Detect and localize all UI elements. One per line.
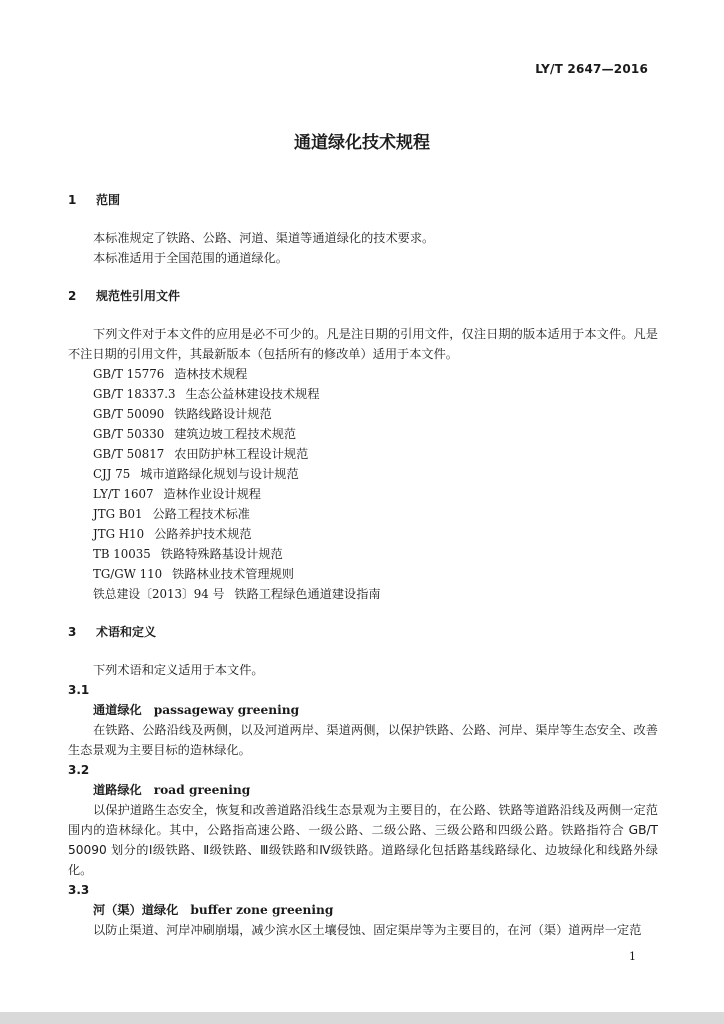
term-name-cn: 通道绿化 — [93, 703, 142, 717]
reference-code: TB 10035 — [93, 547, 151, 561]
term-number: 3.1 — [68, 683, 90, 697]
term-name — [68, 700, 658, 720]
reference-code: GB/T 18337.3 — [93, 387, 176, 401]
reference-item — [68, 524, 658, 544]
section-heading-scope — [68, 190, 658, 210]
reference-item — [68, 364, 658, 384]
section-number: 1 — [68, 193, 77, 207]
standard-code: LY/T 2647—2016 — [535, 62, 648, 76]
terms-intro: 下列术语和定义适用于本文件。 — [93, 663, 264, 677]
reference-title: 公路养护技术规范 — [154, 527, 252, 541]
reference-title: 铁路工程绿色通道建设指南 — [234, 587, 381, 601]
reference-code: TG/GW 110 — [93, 567, 163, 581]
reference-item — [68, 444, 658, 464]
reference-item — [68, 404, 658, 424]
reference-item — [68, 504, 658, 524]
reference-title: 生态公益林建设技术规程 — [185, 387, 320, 401]
term-name-en: passageway greening — [153, 703, 300, 717]
reference-item — [68, 484, 658, 504]
section-title: 规范性引用文件 — [96, 289, 181, 303]
section-number: 2 — [68, 289, 77, 303]
term-number: 3.2 — [68, 763, 90, 777]
section-title: 范围 — [96, 193, 121, 207]
term-name-cn: 河（渠）道绿化 — [93, 903, 179, 917]
section-heading-normative — [68, 286, 658, 306]
reference-title: 铁路线路设计规范 — [174, 407, 272, 421]
reference-code: GB/T 50330 — [93, 427, 165, 441]
reference-title: 建筑边坡工程技术规范 — [174, 427, 297, 441]
term-name — [68, 780, 658, 800]
reference-code: CJJ 75 — [93, 467, 131, 481]
reference-code: JTG H10 — [93, 527, 145, 541]
term-definition: 以防止渠道、河岸冲刷崩塌，减少滨水区土壤侵蚀、固定渠岸等为主要目的，在河（渠）道两岸一定范 — [93, 923, 642, 937]
reference-item — [68, 424, 658, 444]
reference-item — [68, 564, 658, 584]
term-number: 3.3 — [68, 883, 90, 897]
term-name — [68, 900, 658, 920]
reference-title: 铁路特殊路基设计规范 — [160, 547, 283, 561]
section-title: 术语和定义 — [96, 625, 157, 639]
reference-item — [68, 584, 658, 604]
term-definition: 以保护道路生态安全，恢复和改善道路沿线生态景观为主要目的，在公路、铁路等道路沿线及两侧一定范围内的造林绿化。其中，公路指高速公路、一级公路、二级公路、三级公路和四级公路。铁路指符合 GB/T 50090 划分的Ⅰ级铁路、Ⅱ级铁路、Ⅲ级铁路和Ⅳ级铁路。道路绿化包括路基线路绿化、边坡绿化和线路外绿化。 — [68, 803, 658, 877]
term-name-en: buffer zone greening — [190, 903, 334, 917]
reference-title: 造林技术规程 — [174, 367, 248, 381]
term-definition: 在铁路、公路沿线及两侧，以及河道两岸、渠道两侧，以保护铁路、公路、河岸、渠岸等生态安全、改善生态景观为主要目标的造林绿化。 — [68, 723, 658, 757]
document-title: 通道绿化技术规程 — [294, 133, 430, 153]
reference-code: GB/T 50090 — [93, 407, 165, 421]
reference-item — [68, 464, 658, 484]
viewer-bottom-bar — [0, 1012, 724, 1024]
section-number: 3 — [68, 625, 77, 639]
reference-item — [68, 544, 658, 564]
reference-title: 公路工程技术标准 — [152, 507, 250, 521]
reference-code: LY/T 1607 — [93, 487, 154, 501]
document-body — [68, 190, 658, 940]
reference-title: 造林作业设计规程 — [163, 487, 261, 501]
reference-title: 城市道路绿化规划与设计规范 — [140, 467, 299, 481]
scope-paragraph-2: 本标准适用于全国范围的通道绿化。 — [93, 251, 288, 265]
section-heading-terms — [68, 622, 658, 642]
page-number: 1 — [629, 950, 636, 963]
reference-item — [68, 384, 658, 404]
reference-title: 农田防护林工程设计规范 — [174, 447, 309, 461]
term-name-cn: 道路绿化 — [93, 783, 142, 797]
reference-title: 铁路林业技术管理规则 — [172, 567, 294, 581]
reference-code: GB/T 15776 — [93, 367, 165, 381]
reference-code: 铁总建设〔2013〕94 号 — [93, 587, 225, 601]
reference-code: GB/T 50817 — [93, 447, 165, 461]
term-name-en: road greening — [153, 783, 251, 797]
scope-paragraph-1: 本标准规定了铁路、公路、河道、渠道等通道绿化的技术要求。 — [93, 231, 435, 245]
normative-intro: 下列文件对于本文件的应用是必不可少的。凡是注日期的引用文件，仅注日期的版本适用于本文件。凡是不注日期的引用文件，其最新版本（包括所有的修改单）适用于本文件。 — [68, 327, 658, 361]
reference-code: JTG B01 — [93, 507, 143, 521]
